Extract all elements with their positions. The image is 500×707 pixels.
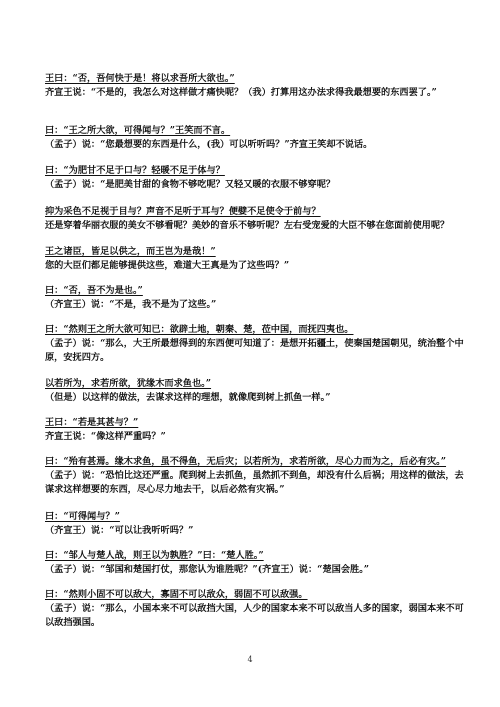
paragraph <box>45 164 465 192</box>
classical-text-line: 以若所为，求若所欲，犹缘木而求鱼也。” <box>45 378 212 389</box>
translation-line: （孟子）说：“您最想要的东西是什么，(我）可以听听吗？”齐宣王笑却不说话。 <box>45 139 373 150</box>
translation-line: （但是）以这样的做法，去谋求这样的理想，就像爬到树上抓鱼一样。” <box>45 392 331 403</box>
translation-line: 还是穿着华丽衣服的美女不够看呢？美妙的音乐不够听呢？左右受宠爱的大臣不够在您面前使用呢？ <box>45 220 450 231</box>
classical-text-line: 王曰：“若是其甚与？” <box>45 417 139 428</box>
classical-text-line: 曰：“否，吾不为是也。” <box>45 285 143 296</box>
translation-line: 齐宣王说：“像这样严重吗？” <box>45 431 166 442</box>
translation-line: （孟子）说：“邹国和楚国打仗，那您认为谁胜呢？”(齐宣王）说：“楚国会胜。” <box>45 564 370 575</box>
classical-text-line: 王之诸臣，皆足以供之，而王岂为是哉！” <box>45 246 216 257</box>
classical-text-line: 曰：“然则王之所大欲可知已：欲辟土地，朝秦、楚，莅中国，而抚四夷也。 <box>45 324 354 335</box>
paragraph <box>45 205 465 233</box>
classical-text-line: 曰：“然则小固不可以敌大，寡固不可以敌众，弱固不可以敌强。 <box>45 589 308 600</box>
translation-line: 原，安抚四方。 <box>45 352 110 363</box>
classical-text-line: 抑为采色不足视于目与？声音不足听于耳与？便嬖不足使令于前与？ <box>45 206 321 217</box>
paragraph <box>45 323 465 365</box>
classical-text-line: 曰：“为肥甘不足于口与？轻暖不足于体与？ <box>45 165 225 176</box>
paragraph <box>45 124 465 152</box>
classical-text-line: 曰：“邹人与楚人战，则王以为孰胜？”曰：“楚人胜。” <box>45 550 264 561</box>
paragraph <box>45 510 465 538</box>
translation-line: 以敌挡强国。 <box>45 617 101 628</box>
classical-text-line: 曰：“王之所大欲，可得闻与？”王笑而不言。 <box>45 125 231 136</box>
translation-line: （孟子）说：“那么，小国本来不可以敌挡大国，人少的国家本来不可以敌当人多的国家，弱国本来不可 <box>45 603 464 614</box>
paragraph <box>45 284 465 312</box>
translation-line: （孟子）说：“恐怕比这还严重。爬到树上去抓鱼，虽然抓不到鱼，却没有什么后祸；用这样的做法，去 <box>45 470 464 481</box>
classical-text-line: 曰：“殆有甚焉。缘木求鱼，虽不得鱼，无后灾；以若所为，求若所欲，尽心力而为之，后必有灾。” <box>45 456 447 467</box>
translation-line: 齐宣王说：“不是的，我怎么对这样做才痛快呢？（我）打算用这办法求得我最想要的东西罢了。” <box>45 87 437 98</box>
translation-line: （齐宣王）说：“可以让我听听吗？” <box>45 525 194 536</box>
paragraph <box>45 245 465 273</box>
translation-line: （孟子）说：“是肥美甘甜的食物不够吃呢？又轻又暖的衣服不够穿呢？ <box>45 179 336 190</box>
page-number: 4 <box>247 655 253 664</box>
paragraph <box>45 588 465 630</box>
classical-text-line: 王曰：“否，吾何快于是！将以求吾所大欲也。” <box>45 73 235 84</box>
paragraph <box>45 377 465 405</box>
translation-line: 谋求这样想要的东西，尽心尽力地去干，以后必然有灾祸。” <box>45 484 285 495</box>
translation-line: （孟子）说：“那么，大王所最想得到的东西便可知道了：是想开拓疆土，使秦国楚国朝见，统治整个中 <box>45 338 464 349</box>
classical-text-line: 曰：“可得闻与？” <box>45 511 120 522</box>
paragraph <box>45 72 465 100</box>
translation-line: （齐宣王）说：“不是，我不是为了这些。” <box>45 299 217 310</box>
translation-line: 您的大臣们都足能够提供这些，难道大王真是为了这些吗？” <box>45 260 290 271</box>
paragraph <box>45 549 465 577</box>
paragraph <box>45 455 465 497</box>
paragraph <box>45 416 465 444</box>
